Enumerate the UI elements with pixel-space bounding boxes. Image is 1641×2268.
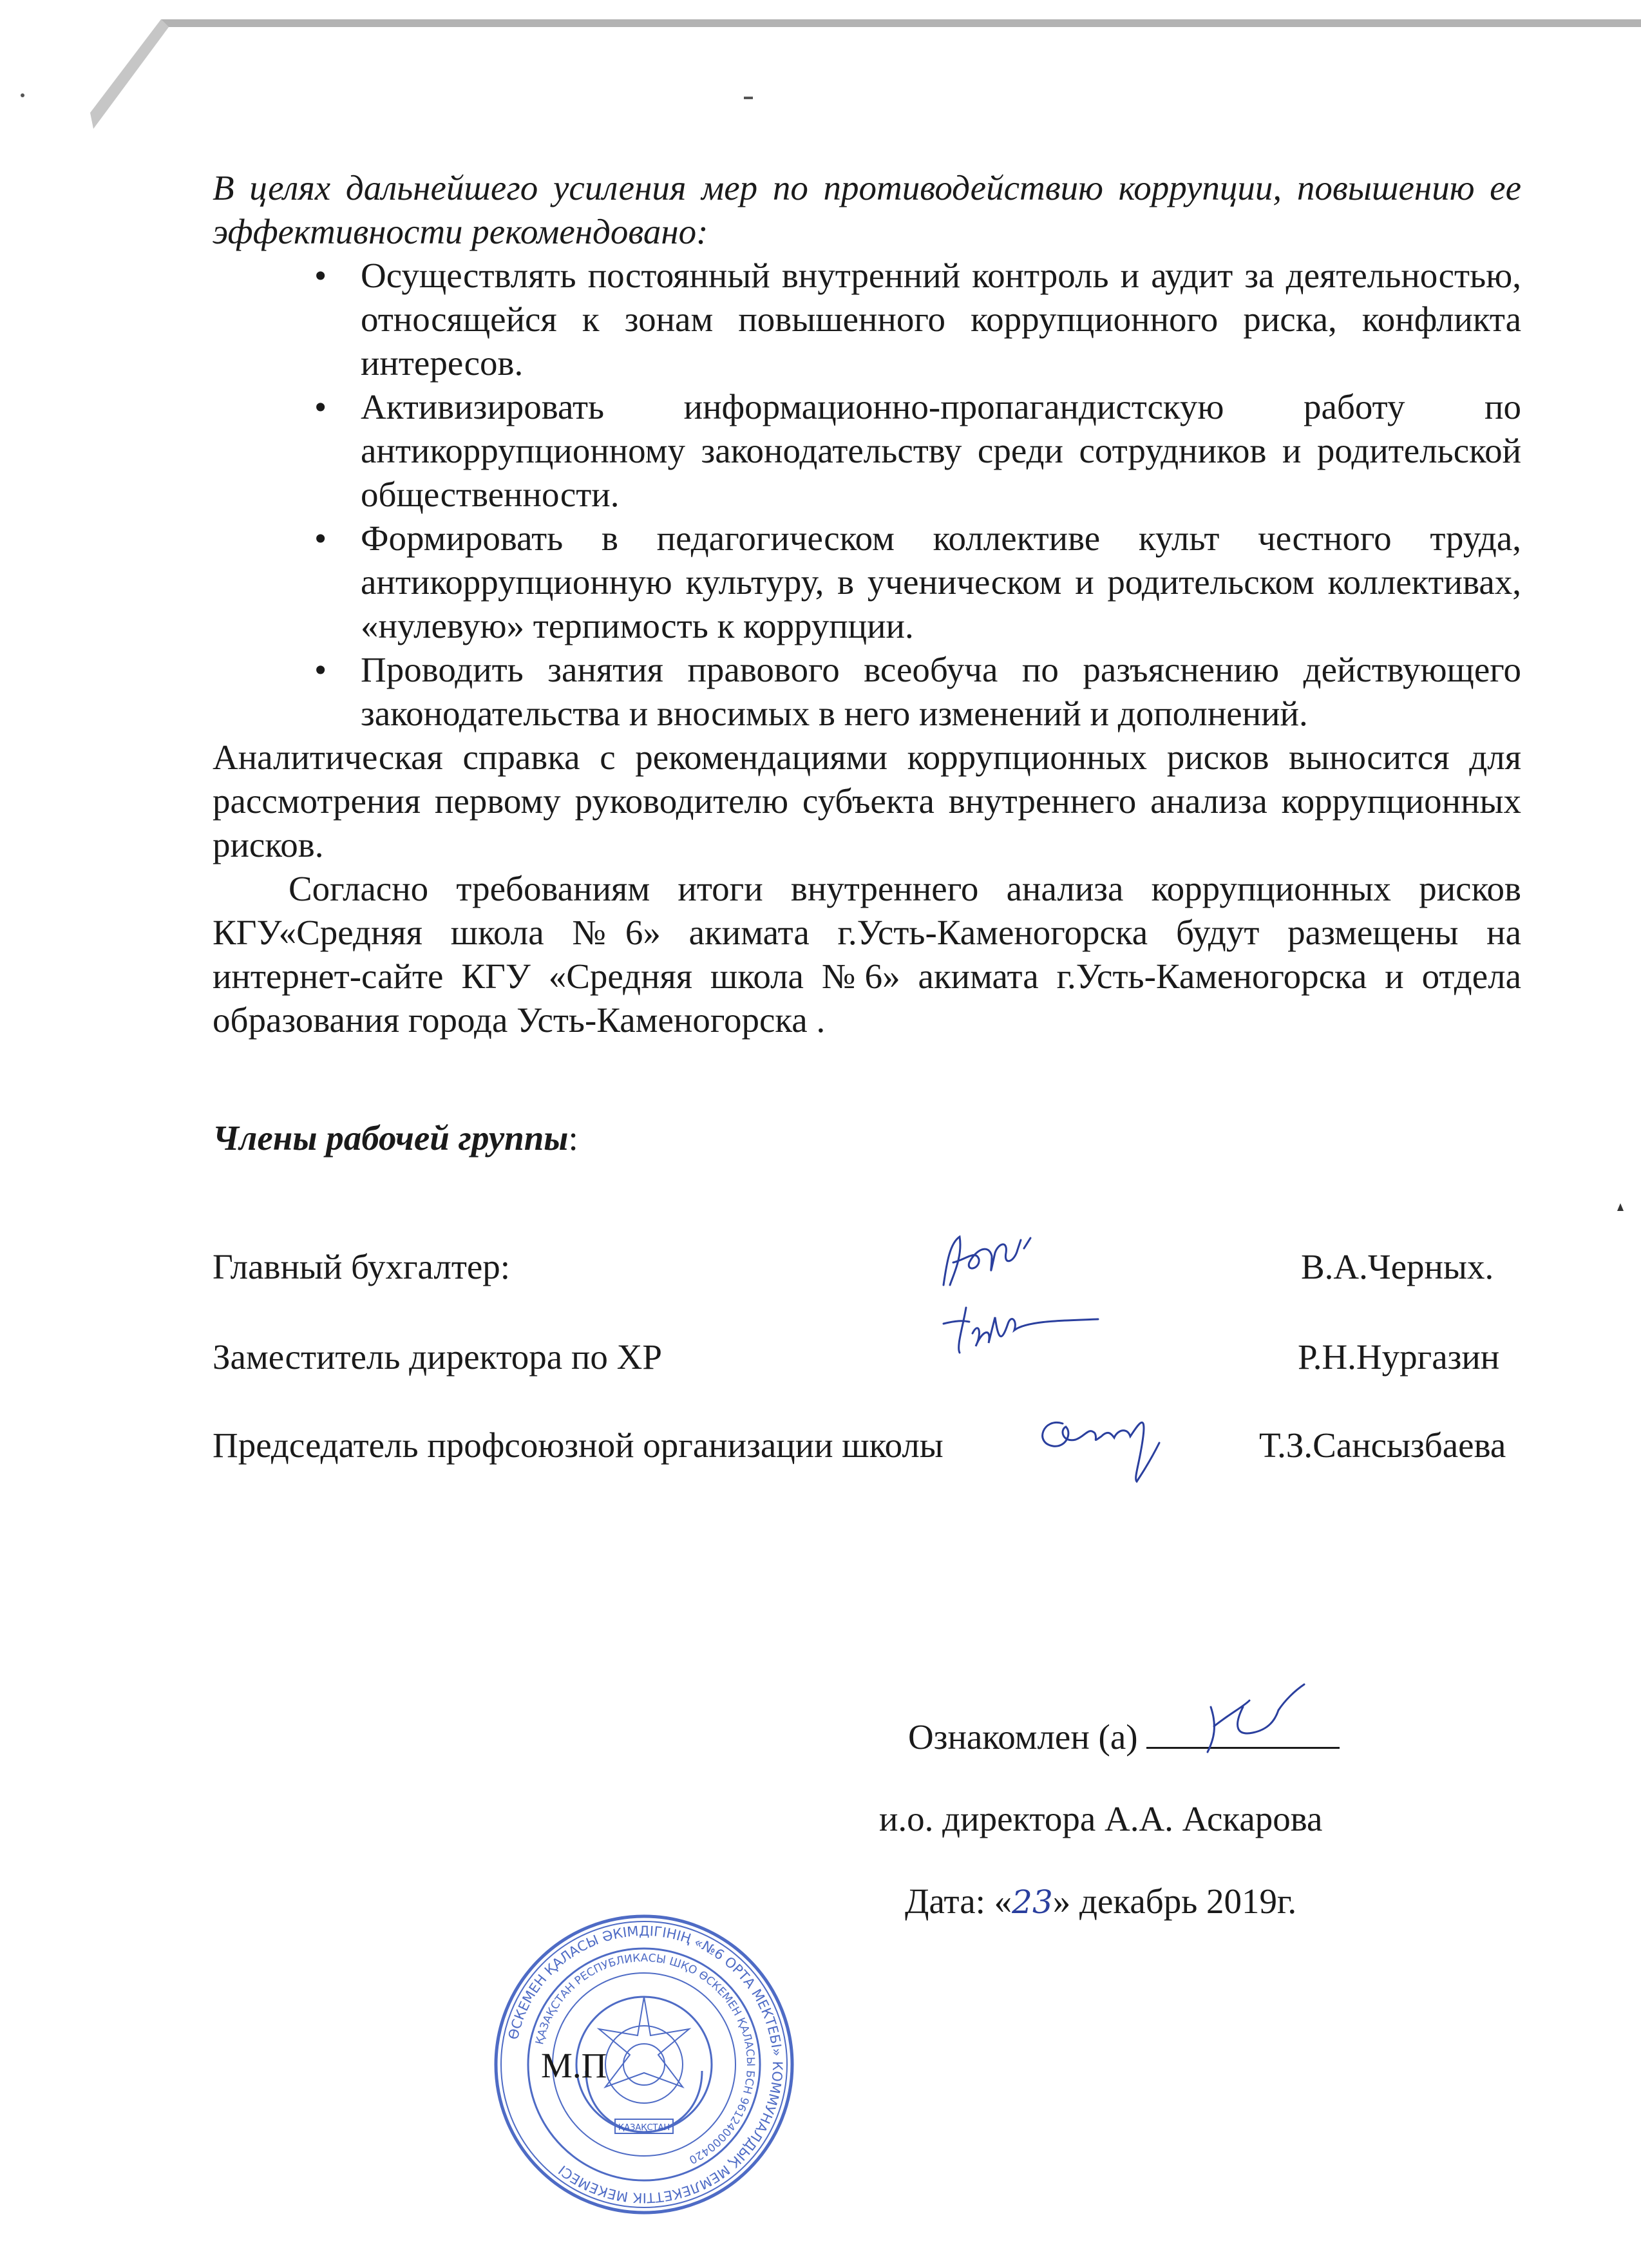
analytical-paragraph: Аналитическая справка с рекомендациями коррупционных рисков выносится для рассмотрения первому руководителю субъекта внутреннего анализа коррупционных рисков.: [213, 738, 1521, 864]
signature-union-chairman-icon: [1027, 1398, 1175, 1488]
member-role: Главный бухгалтер:: [213, 1247, 511, 1286]
member-row: [213, 1425, 1521, 1470]
bullet-icon: •: [314, 256, 327, 295]
main-text: [213, 166, 1521, 1042]
seal-band-text: ҚАЗАҚСТАН: [618, 2123, 670, 2133]
date-prefix: Дата: «: [905, 1882, 1012, 1921]
bullet-icon: •: [314, 519, 327, 558]
member-name: Т.З.Сансызбаева: [1259, 1425, 1506, 1465]
recommendation-text: Осуществлять постоянный внутренний контроль и аудит за деятельностью, относящейся к зонам повышенного коррупционного риска, конфликта интересов.: [361, 256, 1521, 383]
intro-paragraph: В целях дальнейшего усиления мер по противодействию коррупции, повышению ее эффективности рекомендовано:: [213, 168, 1521, 251]
date-suffix: » декабрь 2019г.: [1052, 1882, 1297, 1921]
publication-paragraph: Согласно требованиям итоги внутреннего анализа коррупционных рисков КГУ«Средняя школа №6» акимата г.Усть-Каменогорска будут размещены на интернет-сайте КГУ «Средняя школа №6» акимата г.Усть-Каменогорска и отдела образования города Усть-Каменогорска .: [213, 869, 1521, 1040]
recommendations-list: [213, 254, 1521, 736]
seal-mp-label: М.П: [541, 2046, 607, 2085]
members-title: Члены рабочей группы: [213, 1118, 569, 1158]
seal-inner-text: ҚАЗАҚСТАН РЕСПУБЛИКАСЫ ШҚО ӨСКЕМЕН ҚАЛАСЫ БСН 961240000420: [533, 1951, 757, 2166]
bullet-icon: •: [314, 650, 327, 689]
signature-chief-accountant-icon: [927, 1224, 1069, 1295]
member-row: [213, 1337, 1521, 1382]
member-name: Р.Н.Нургазин: [1298, 1337, 1500, 1377]
member-row: [213, 1246, 1521, 1291]
members-title-suffix: :: [568, 1118, 578, 1158]
ack-position: и.о. директора А.А. Аскарова: [879, 1799, 1323, 1838]
recommendation-text: Проводить занятия правового всеобуча по разъяснению действующего законодательства и вносимых в него изменений и дополнений.: [361, 650, 1521, 733]
recommendation-item: [314, 648, 1521, 736]
date-day-handwritten: 23: [1012, 1883, 1053, 1921]
ack-date: [905, 1881, 1296, 1921]
recommendation-item: [314, 517, 1521, 648]
official-seal-icon: [489, 1907, 799, 2222]
member-role: Председатель профсоюзной организации школы: [213, 1425, 944, 1465]
recommendation-text: Активизировать информационно-пропагандистскую работу по антикоррупционному законодательству среди сотрудников и родительской общественности.: [361, 387, 1521, 514]
ack-label: Ознакомлен (а): [908, 1717, 1138, 1757]
members-heading: [213, 1118, 578, 1158]
recommendation-text: Формировать в педагогическом коллективе культ честного труда, антикоррупционную культуру, в ученическом и родительском коллективах, «нулевую» терпимость к коррупции.: [361, 519, 1521, 645]
recommendation-item: [314, 385, 1521, 517]
recommendation-item: [314, 254, 1521, 385]
signature-acting-director-icon: [1198, 1681, 1314, 1758]
seal-outer-text: ӨСКЕМЕН ҚАЛАСЫ ӘКІМДІГІНІҢ «№6 ОРТА МЕКТЕБІ» КОММУНАЛДЫҚ МЕМЛЕКЕТТІК МЕКЕМЕСІ: [505, 1923, 786, 2206]
bullet-icon: •: [314, 387, 327, 426]
member-name: В.А.Черных.: [1301, 1247, 1494, 1286]
member-role: Заместитель директора по ХР: [213, 1337, 662, 1377]
signature-deputy-director-icon: [937, 1295, 1105, 1366]
